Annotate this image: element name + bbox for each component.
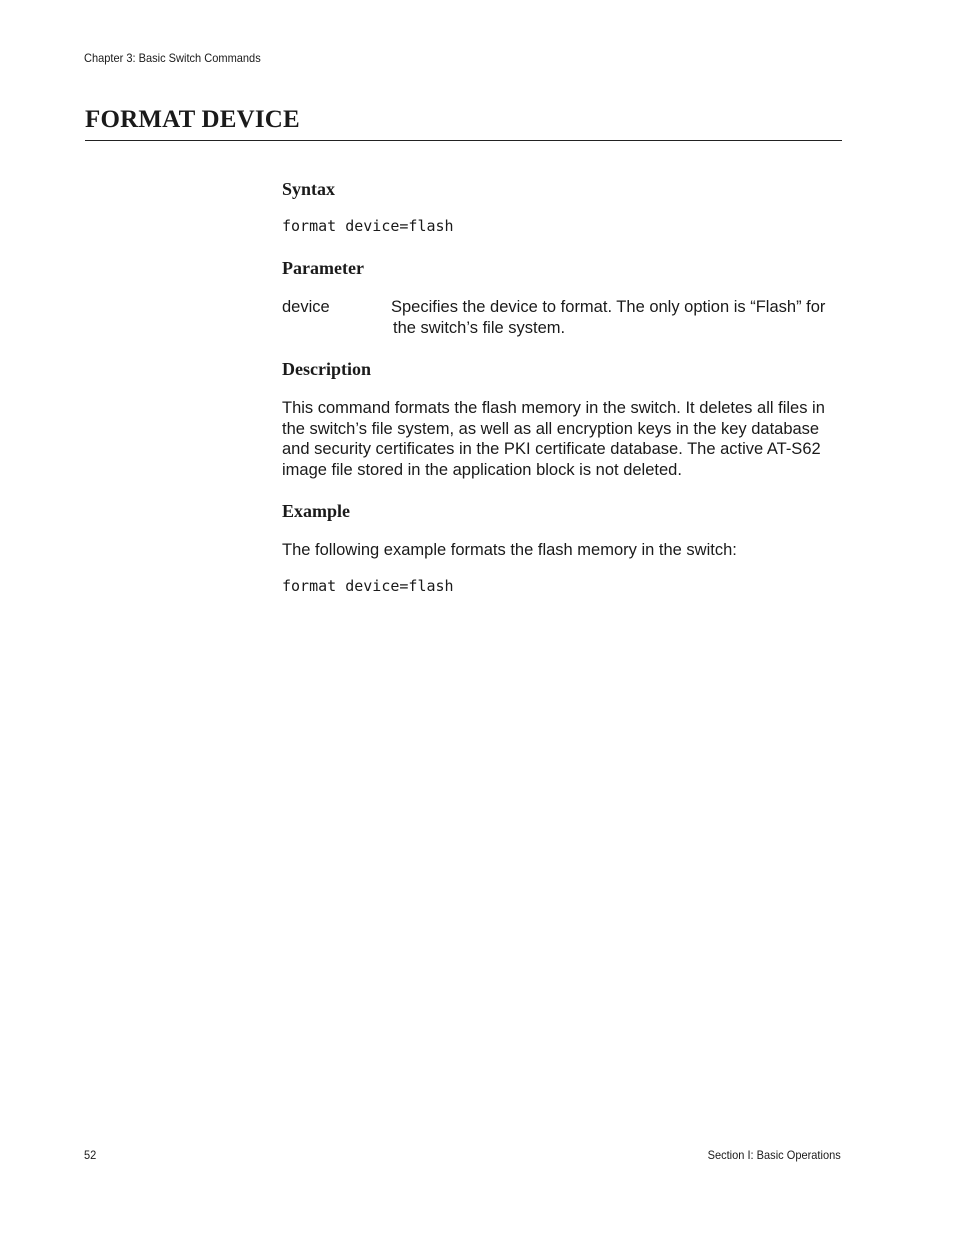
example-heading: Example [282, 501, 351, 521]
syntax-heading: Syntax [282, 179, 336, 199]
parameter-description [391, 297, 843, 338]
running-header: Chapter 3: Basic Switch Commands [84, 51, 261, 65]
example-text: The following example formats the flash memory in the switch: [282, 541, 737, 559]
page-number: 52 [84, 1148, 97, 1162]
parameter-description-line2: the switch’s file system. [393, 318, 566, 337]
parameter-description-line1: Specifies the device to format. The only option is “Flash” for [391, 298, 826, 316]
title-rule [85, 140, 842, 141]
page-title: FORMAT DEVICE [85, 106, 300, 133]
parameter-name: device [282, 298, 330, 316]
syntax-command: format device=flash [282, 217, 454, 235]
parameter-heading: Parameter [282, 258, 364, 278]
footer-section: Section I: Basic Operations [707, 1148, 841, 1162]
description-heading: Description [282, 359, 371, 379]
example-command: format device=flash [282, 577, 454, 595]
description-text: This command formats the flash memory in the switch. It deletes all files in the switch’s file system, as well as all encryption keys in the key database and security certificates in the PKI certificate database. The active AT-S62 image file stored in the application block is not deleted. [282, 399, 825, 479]
